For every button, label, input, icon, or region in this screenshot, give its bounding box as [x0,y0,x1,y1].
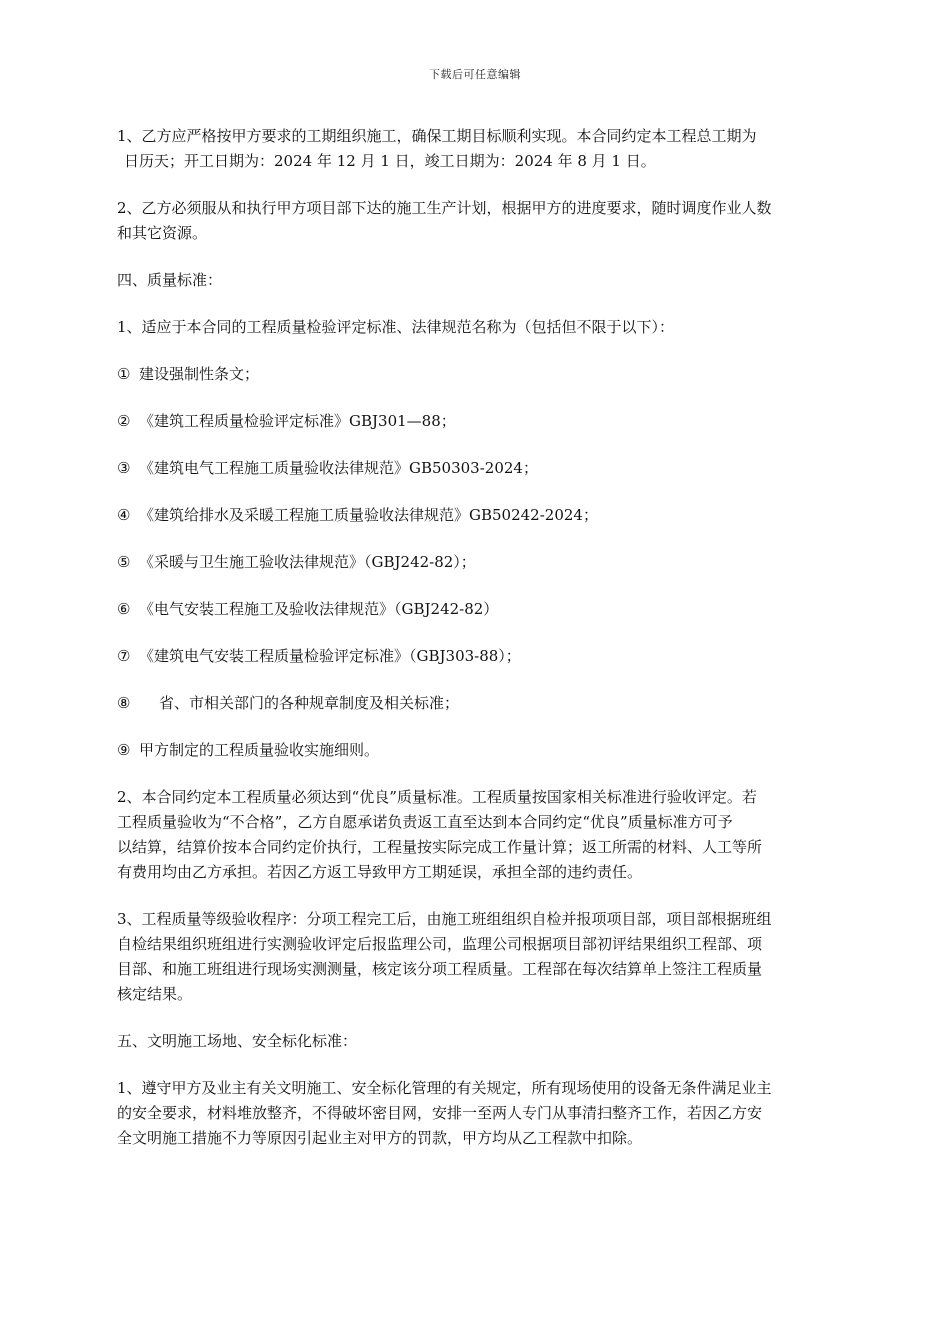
list-marker: ⑦ [117,647,131,665]
paragraph-line: 自检结果组织班组进行实测验收评定后报监理公司，监理公司根据项目部初评结果组织工程部、项 [117,935,763,953]
list-marker: ⑥ [117,600,131,618]
list-marker: ⑤ [117,553,131,571]
paragraph-schedule [117,124,837,174]
list-item-text: 《采暖与卫生施工验收法律规范》（GBJ242-82）； [139,553,476,571]
section-heading-quality: 四、质量标准： [117,271,223,289]
paragraph-line: 3、工程质量等级验收程序：分项工程完工后，由施工班组组织自检并报项项目部，项目部根据班组 [117,910,772,928]
document-body [117,124,837,1173]
list-marker: ① [117,365,131,383]
list-item [117,691,837,716]
paragraph-line: 日历天；开工日期为：2024 年 12 月 1 日，竣工日期为：2024 年 8 月 1 日。 [124,152,656,170]
paragraph-line: 1、乙方应严格按甲方要求的工期组织施工，确保工期目标顺利实现。本合同约定本工程总工期为 [117,127,757,145]
paragraph-line: 目部、和施工班组进行现场实测测量，核定该分项工程质量。工程部在每次结算单上签注工程质量 [117,960,763,978]
paragraph-quality-standards: 1、适应于本合同的工程质量检验评定标准、法律规范名称为（包括但不限于以下）： [117,318,675,336]
list-item [117,456,837,481]
list-item [117,644,837,669]
list-item-text: 省、市相关部门的各种规章制度及相关标准； [159,694,460,712]
section-heading-civilized-construction: 五、文明施工场地、安全标化标准： [117,1032,358,1050]
list-marker: ⑧ [117,694,131,712]
paragraph-line: 2、乙方必须服从和执行甲方项目部下达的施工生产计划，根据甲方的进度要求，随时调度作业人数 [117,199,772,217]
list-item [117,409,837,434]
list-item [117,550,837,575]
list-item [117,738,837,763]
list-item-text: 《建筑工程质量检验评定标准》GBJ301—88； [139,412,456,430]
list-item-text: 建设强制性条文； [139,365,260,383]
list-item [117,597,837,622]
paragraph-acceptance-procedure [117,907,837,1007]
paragraph-line: 工程质量验收为“不合格”，乙方自愿承诺负责返工直至达到本合同约定“优良”质量标准方可予 [117,813,733,831]
paragraph-safety-rules [117,1076,837,1151]
list-item-text: 《建筑电气安装工程质量检验评定标准》（GBJ303-88）； [139,647,521,665]
list-marker: ② [117,412,131,430]
list-item-text: 《电气安装工程施工及验收法律规范》（GBJ242-82） [139,600,499,618]
paragraph-line: 以结算，结算价按本合同约定价执行，工程量按实际完成工作量计算；返工所需的材料、人工等所 [117,838,763,856]
paragraph-line: 有费用均由乙方承担。若因乙方返工导致甲方工期延误，承担全部的违约责任。 [117,863,643,881]
paragraph-line: 核定结果。 [117,985,193,1003]
paragraph-line: 和其它资源。 [117,224,208,242]
paragraph-plan [117,196,837,246]
list-marker: ④ [117,506,131,524]
paragraph-line: 1、遵守甲方及业主有关文明施工、安全标化管理的有关规定，所有现场使用的设备无条件满足业主 [117,1079,772,1097]
list-item [117,503,837,528]
paragraph-quality-grade [117,785,837,885]
paragraph-line: 全文明施工措施不力等原因引起业主对甲方的罚款，甲方均从乙工程款中扣除。 [117,1129,643,1147]
list-marker: ③ [117,459,131,477]
paragraph-line: 的安全要求，材料堆放整齐，不得破坏密目网，安排一至两人专门从事清扫整齐工作，若因乙方安 [117,1104,763,1122]
list-item [117,362,837,387]
list-item-text: 《建筑电气工程施工质量验收法律规范》GB50303-2024； [139,459,538,477]
paragraph-line: 2、本合同约定本工程质量必须达到“优良”质量标准。工程质量按国家相关标准进行验收评定。若 [117,788,757,806]
list-item-text: 甲方制定的工程质量验收实施细则。 [139,741,380,759]
list-marker: ⑨ [117,741,131,759]
list-item-text: 《建筑给排水及采暖工程施工质量验收法律规范》GB50242-2024； [139,506,598,524]
header-note: 下载后可任意编辑 [429,68,521,81]
